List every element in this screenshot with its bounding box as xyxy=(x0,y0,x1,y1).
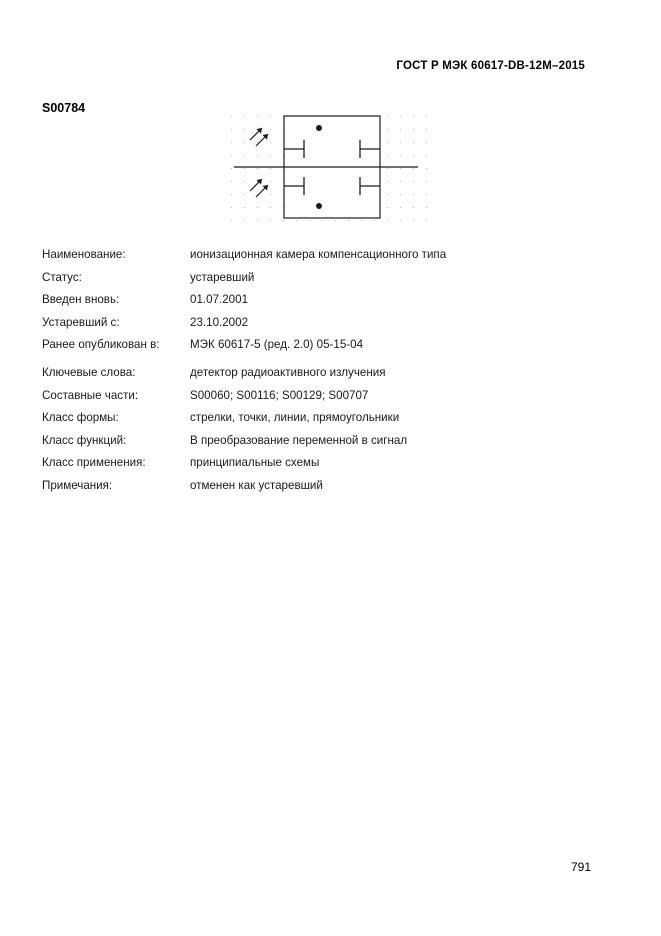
field-label: Класс применения: xyxy=(42,456,146,469)
field-label: Устаревший с: xyxy=(42,315,120,329)
field-row-status xyxy=(42,271,602,284)
field-value: МЭК 60617-5 (ред. 2.0) 05-15-04 xyxy=(190,338,364,351)
symbol-code-title: S00784 xyxy=(42,101,86,115)
field-row-application-class xyxy=(42,456,602,469)
field-label: Класс формы: xyxy=(42,411,119,424)
field-row-obsolete-since xyxy=(42,316,602,329)
field-value: 01.07.2001 xyxy=(190,293,249,306)
field-label: Ключевые слова: xyxy=(42,366,136,379)
field-row-introduced xyxy=(42,293,602,306)
field-row-notes xyxy=(42,479,602,492)
field-value: детектор радиоактивного излучения xyxy=(190,366,386,379)
field-value: стрелки, точки, линии, прямоугольники xyxy=(190,411,400,424)
page-number: 791 xyxy=(570,860,591,874)
field-row-name xyxy=(42,248,602,261)
field-value: устаревший xyxy=(190,270,255,284)
field-value: отменен как устаревший xyxy=(190,478,323,492)
field-label: Введен вновь: xyxy=(42,293,120,306)
field-row-keywords xyxy=(42,366,602,379)
field-value: 23.10.2002 xyxy=(190,315,249,329)
field-value: В преобразование переменной в сигнал xyxy=(190,433,408,447)
field-row-shape-class xyxy=(42,411,602,424)
field-value: S00060; S00116; S00129; S00707 xyxy=(190,388,369,402)
field-value: принципиальные схемы xyxy=(190,456,320,469)
ionization-chamber-diagram-icon xyxy=(222,106,430,224)
field-row-previously-published xyxy=(42,338,602,351)
field-row-components xyxy=(42,389,602,402)
symbol-figure xyxy=(222,106,430,224)
field-label: Статус: xyxy=(42,270,82,284)
field-label: Примечания: xyxy=(42,478,113,492)
field-value: ионизационная камера компенсационного типа xyxy=(190,248,447,261)
field-label: Класс функций: xyxy=(42,433,127,447)
field-label: Составные части: xyxy=(42,388,139,402)
field-label: Наименование: xyxy=(42,248,126,261)
page-header-standard-number: ГОСТ Р МЭК 60617-DB-12M–2015 xyxy=(396,60,585,72)
field-label: Ранее опубликован в: xyxy=(42,338,160,351)
symbol-attribute-list xyxy=(42,248,602,501)
field-row-function-class xyxy=(42,434,602,447)
